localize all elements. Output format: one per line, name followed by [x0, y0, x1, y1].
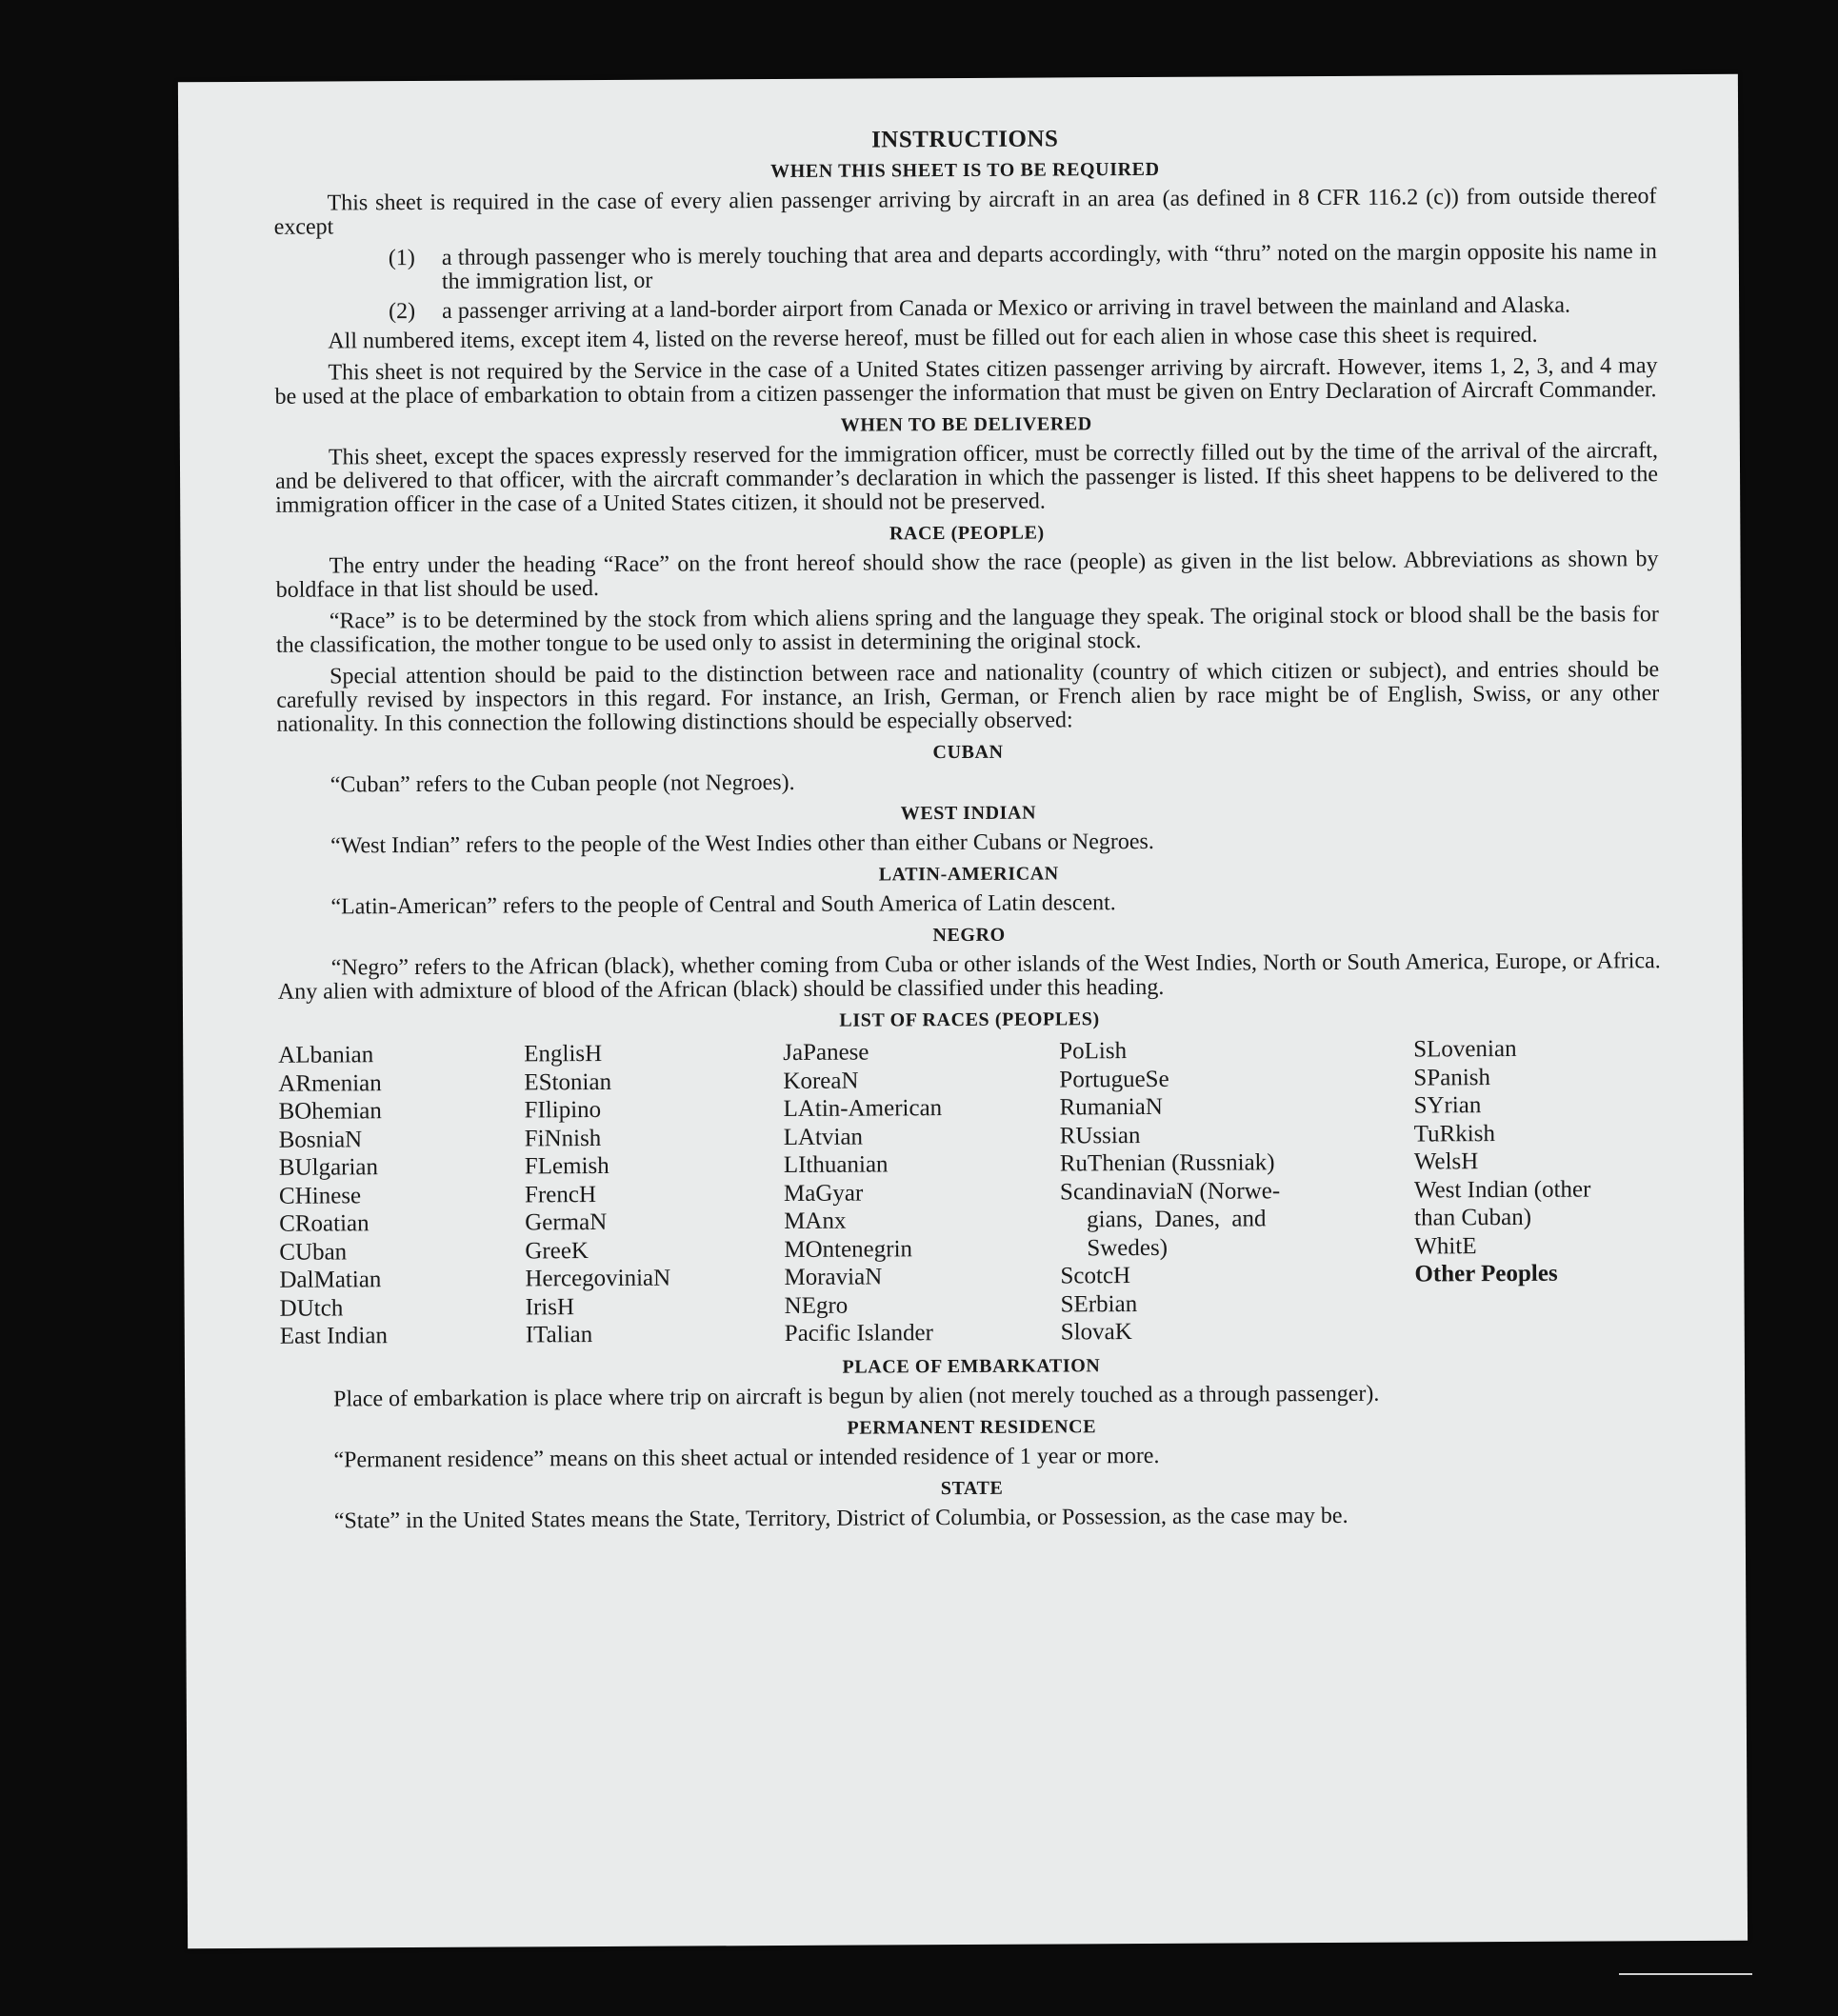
state-text: “State” in the United States means the State, Territory, District of Columbia, or Possession, as the case may be. [333, 1503, 1349, 1533]
race-item: HercegoviniaN [525, 1265, 671, 1292]
heading-state: STATE [940, 1477, 1004, 1499]
race-paragraph-3: Special attention should be paid to the distinction between race and nationality (country of which citizen or subject), and entries should be carefully revised by inspectors in this regard. For instance, an Irish, German, or French alien by race might be of English, Swiss, or any other nationality. In this connection the following distinctions should be especially observed: [276, 657, 1660, 737]
heading-latin-american: LATIN-AMERICAN [878, 863, 1059, 886]
race-item: GermaN [525, 1208, 608, 1236]
race-item: West Indian (other [1413, 1176, 1591, 1204]
race-item: EnglisH [524, 1040, 603, 1068]
required-paragraph-3: This sheet is not required by the Service in the case of a United States citizen passenger arriving by aircraft. However, items 1, 2, 3, and 4 may be used at the place of embarkation to obtain from a citizen passenger the information that must be given on Entry Declaration of Aircraft Commander. [274, 353, 1658, 409]
race-paragraph-1: The entry under the heading “Race” on the front hereof should show the race (people) as given in the list below. Abbreviations as shown by boldface in that list should be used. [275, 547, 1659, 603]
exception-item-2 [389, 293, 1657, 324]
race-item: SLovenian [1413, 1035, 1517, 1063]
race-item: BOhemian [278, 1098, 382, 1125]
race-item: WelsH [1413, 1148, 1479, 1175]
race-item: LAtin-American [783, 1095, 943, 1122]
exception-item-text: a through passenger who is merely touching that area and departs accordingly, with “thru” noted on the margin opposite his name in the immigration list, or [441, 239, 1657, 294]
races-column-5-group-a [1413, 1034, 1662, 1260]
heading-required: WHEN THIS SHEET IS TO BE REQUIRED [770, 158, 1160, 183]
exception-item-text: a passenger arriving at a land-border airport from Canada or Mexico or arriving in travel between the mainland and Alaska. [442, 292, 1571, 324]
race-item: MoraviaN [784, 1264, 883, 1290]
exception-item-number: (2) [389, 299, 416, 325]
heading-negro: NEGRO [932, 924, 1006, 947]
race-item: Pacific Islander [784, 1320, 934, 1347]
race-item: FLemish [524, 1152, 609, 1180]
races-column-1 [278, 1040, 526, 1350]
races-column-4-continuation [1060, 1205, 1414, 1263]
race-item: NEgro [784, 1292, 849, 1319]
race-item-other-peoples: Other Peoples [1414, 1260, 1558, 1287]
race-item: FrencH [524, 1181, 597, 1208]
race-item: MAnx [784, 1208, 847, 1234]
embarkation-text: Place of embarkation is place where trip on aircraft is begun by alien (not merely touched as a through passenger). [333, 1381, 1380, 1411]
race-item: EStonian [524, 1068, 612, 1095]
cuban-text: “Cuban” refers to the Cuban people (not Negroes). [330, 769, 795, 798]
race-item: BosniaN [278, 1126, 363, 1153]
race-item: ARmenian [278, 1069, 382, 1097]
race-item: DUtch [279, 1294, 344, 1322]
races-column-3 [783, 1037, 1061, 1347]
race-item: SlovaK [1060, 1319, 1132, 1346]
race-item: ITalian [525, 1322, 593, 1348]
race-item: RumaniaN [1059, 1093, 1163, 1121]
race-item: PoLish [1059, 1038, 1128, 1065]
race-item: ScandinaviaN (Norwe- [1059, 1177, 1281, 1205]
race-item: East Indian [279, 1323, 389, 1349]
race-item: SPanish [1413, 1064, 1491, 1091]
race-item: MOntenegrin [784, 1235, 913, 1263]
residence-text: “Permanent residence” means on this sheet actual or intended residence of 1 year or more. [333, 1443, 1160, 1472]
race-item: RuThenian (Russniak) [1059, 1149, 1275, 1177]
race-item: WhitE [1414, 1232, 1477, 1260]
race-item: ScotcH [1060, 1263, 1131, 1289]
race-item: SYrian [1413, 1092, 1482, 1119]
race-item: DalMatian [279, 1267, 382, 1293]
race-item: CHinese [278, 1182, 362, 1209]
races-column-4-group-c [1060, 1261, 1414, 1347]
exception-item-1 [389, 240, 1657, 294]
race-item: SErbian [1060, 1290, 1138, 1317]
heading-cuban: CUBAN [932, 741, 1004, 764]
race-item: IrisH [525, 1293, 575, 1320]
race-item: LAtvian [783, 1124, 864, 1150]
races-column-5 [1413, 1034, 1663, 1345]
race-item: PortugueSe [1059, 1066, 1169, 1092]
races-list [278, 1034, 1663, 1350]
race-item: GreeK [525, 1237, 589, 1264]
west-indian-text: “West Indian” refers to the people of the West Indies other than either Cubans or Negroes. [330, 828, 1154, 859]
page-title: INSTRUCTIONS [870, 126, 1059, 153]
heading-race: RACE (PEOPLE) [889, 522, 1045, 545]
heading-list-of-races: LIST OF RACES (PEOPLES) [839, 1008, 1100, 1031]
latin-american-text: “Latin-American” refers to the people of Central and South America of Latin descent. [330, 890, 1116, 920]
races-column-4 [1059, 1036, 1415, 1347]
film-edge-mark [1619, 1973, 1752, 1975]
race-item: gians, Danes, and [1087, 1206, 1267, 1233]
race-item: than Cuban) [1414, 1204, 1532, 1231]
race-item: Swedes) [1087, 1234, 1169, 1261]
race-item: BUlgarian [278, 1154, 379, 1181]
races-column-2 [524, 1039, 785, 1349]
race-item: CRoatian [279, 1210, 370, 1237]
race-item: CUban [279, 1238, 348, 1266]
required-paragraph-2: All numbered items, except item 4, listed on the reverse hereof, must be filled out for each alien in whose case this sheet is required. [328, 322, 1538, 354]
delivered-paragraph: This sheet, except the spaces expressly reserved for the immigration officer, must be correctly filled out by the time of the arrival of the aircraft, and be delivered to that officer, with the aircraft commander’s declaration in which the passenger is listed. If this sheet happens to be delivered to the immigration officer in the case of a United States citizen, it should not be preserved. [275, 438, 1659, 518]
races-column-4-group-a [1059, 1036, 1414, 1207]
negro-text: “Negro” refers to the African (black), whether coming from Cuba or other islands of the West Indies, North or South America, Europe, or Africa. Any alien with admixture of blood of the African (black) should be classified under this heading. [277, 948, 1661, 1005]
race-item: RUssian [1059, 1122, 1141, 1148]
race-item: TuRkish [1413, 1120, 1495, 1148]
race-item: JaPanese [783, 1039, 869, 1066]
race-item: FIlipino [524, 1096, 602, 1124]
required-paragraph-1: This sheet is required in the case of every alien passenger arriving by aircraft in an area (as defined in 8 CFR 116.2 (c)) from outside thereof except [273, 184, 1657, 240]
race-item: LIthuanian [783, 1151, 889, 1178]
instructions-content [273, 124, 1664, 1541]
race-item: MaGyar [783, 1180, 864, 1207]
race-item: KoreaN [783, 1068, 859, 1094]
race-paragraph-2: “Race” is to be determined by the stock from which aliens spring and the language they speak. The original stock or blood shall be the basis for the classification, the mother tongue to be used only to assist in determining the original stock. [275, 602, 1659, 658]
document-sheet [178, 74, 1748, 1949]
race-item: ALbanian [278, 1042, 374, 1068]
race-item: FiNnish [524, 1125, 602, 1151]
heading-embarkation: PLACE OF EMBARKATION [842, 1354, 1101, 1378]
exception-item-number: (1) [388, 246, 415, 271]
heading-west-indian: WEST INDIAN [900, 802, 1037, 825]
heading-delivered: WHEN TO BE DELIVERED [840, 413, 1092, 436]
heading-residence: PERMANENT RESIDENCE [847, 1415, 1097, 1439]
